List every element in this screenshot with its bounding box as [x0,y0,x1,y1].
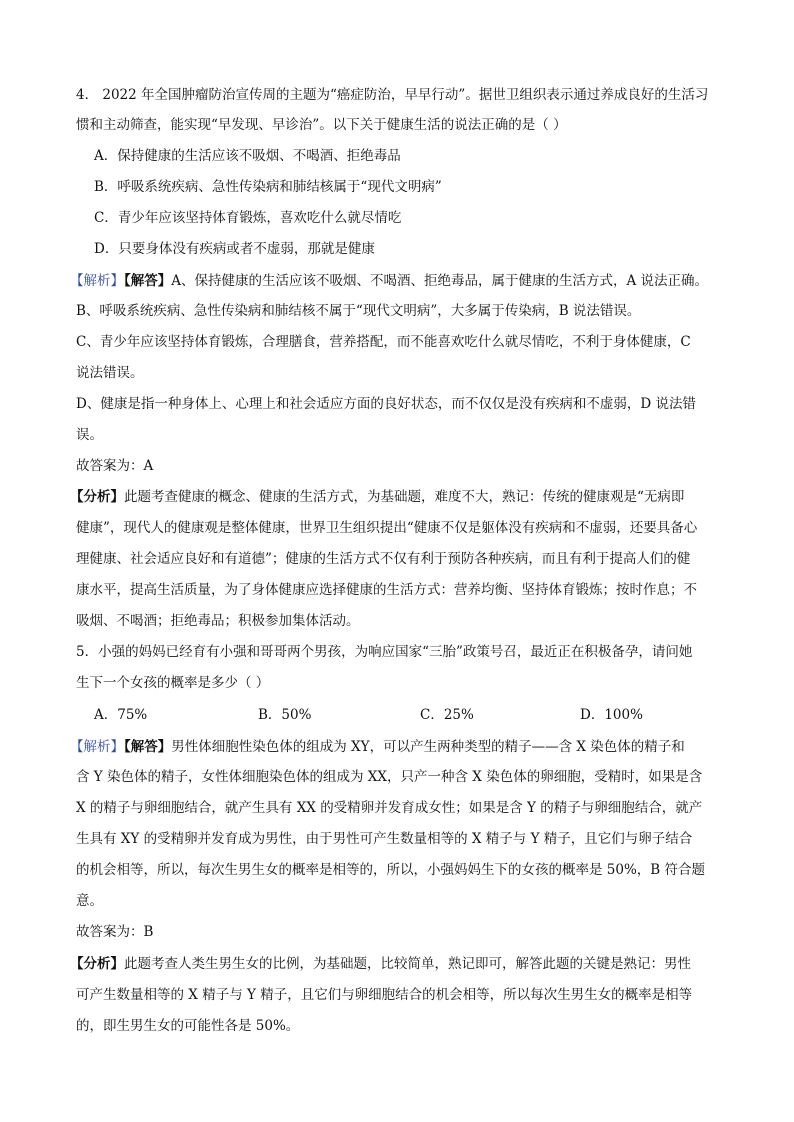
q4-option-c: C．青少年应该坚持体育锻炼，喜欢吃什么就尽情吃 [94,210,402,226]
q5-option-a: A．75% [94,707,148,723]
q5-comment-line-2: 可产生数量相等的 X 精子与 Y 精子，且它们与卵细胞结合的机会相等，所以每次生男生女的概率是相等 [76,987,693,1003]
q4-solution-a [70,272,770,290]
q5-option-b: B．50% [258,707,312,723]
q5-option-d: D．100% [580,707,643,723]
q4-option-b: B．呼吸系统疾病、急性传染病和肺结核属于“现代文明病” [94,179,442,195]
q4-solution-b: B、呼吸系统疾病、急性传染病和肺结核不属于“现代文明病”，大多属于传染病，B 说法错误。 [76,303,641,319]
q4-option-d: D．只要身体没有疾病或者不虚弱，那就是健康 [94,241,375,257]
q4-solution-c-line-1: C、青少年应该坚持体育锻炼，合理膳食，营养搭配，而不能喜欢吃什么就尽情吃，不利于身体健康，C [76,334,691,350]
comment-tag: 【分析】 [70,956,124,972]
q5-solution-line-5: 的机会相等，所以，每次生男生女的概率是相等的，所以，小强妈妈生下的女孩的概率是 50%，B 符合题 [76,862,706,878]
q5-final-answer: 故答案为：B [76,924,154,940]
q5-solution-line-2: 含 Y 染色体的精子，女性体细胞染色体的组成为 XX，只产一种含 X 染色体的卵细胞，受精时，如果是含 [76,769,703,785]
analysis-tag: 【解析】 [70,273,124,289]
q4-solution-c-line-2: 说法错误。 [76,365,144,381]
q5-solution-line-1-text: 男性体细胞性染色体的组成为 XY，可以产生两种类型的精子——含 X 染色体的精子和 [171,739,685,755]
q4-comment-line-3: 理健康、社会适应良好和有道德”；健康的生活方式不仅有利于预防各种疾病，而且有利于提高人们的健 [76,551,691,567]
q4-comment-line-4: 康水平，提高生活质量，为了身体健康应选择健康的生活方式：营养均衡、坚持体育锻炼；按时作息；不 [76,582,697,598]
answer-tag: 【解答】 [124,273,172,289]
q5-stem-line-1: 5．小强的妈妈已经育有小强和哥哥两个男孩，为响应国家“三胎”政策号召，最近正在积极备孕，请问她 [76,644,693,660]
q4-solution-a-text: A、保持健康的生活应该不吸烟、不喝酒、拒绝毒品，属于健康的生活方式，A 说法正确。 [171,273,709,289]
q4-final-answer: 故答案为：A [76,458,154,474]
q5-solution-line-3: X 的精子与卵细胞结合，就产生具有 XX 的受精卵并发育成女性；如果是含 Y 的精子与卵细胞结合，就产 [76,800,703,816]
q4-comment-line-1 [70,488,770,506]
analysis-tag: 【解析】 [70,739,124,755]
q4-stem-line-1: 4． 2022 年全国肿瘤防治宣传周的主题为“癌症防治，早早行动”。据世卫组织表示通过养成良好的生活习 [76,87,709,103]
q4-comment-line-2: 健康”，现代人的健康观是整体健康，世界卫生组织提出“健康不仅是躯体没有疾病和不虚弱，还要具备心 [76,520,698,536]
q5-comment-line-1-text: 此题考查人类生男生女的比例，为基础题，比较简单，熟记即可，解答此题的关键是熟记：男性 [124,956,691,972]
q4-comment-line-1-text: 此题考查健康的概念、健康的生活方式，为基础题，难度不大，熟记：传统的健康观是“无病即 [124,489,685,505]
comment-tag: 【分析】 [70,489,124,505]
q4-solution-d-line-2: 误。 [76,427,103,443]
q5-solution-line-4: 生具有 XY 的受精卵并发育成为男性，由于男性可产生数量相等的 X 精子与 Y 精子，且它们与卵子结合 [76,831,693,847]
q5-comment-line-3: 的，即生男生女的可能性各是 50%。 [76,1018,300,1034]
q5-solution-line-6: 意。 [76,893,103,909]
answer-tag: 【解答】 [124,739,172,755]
q5-option-c: C．25% [420,707,474,723]
q4-solution-d-line-1: D、健康是指一种身体上、心理上和社会适应方面的良好状态，而不仅仅是没有疾病和不虚弱，D 说法错 [76,396,696,412]
q4-option-a: A．保持健康的生活应该不吸烟、不喝酒、拒绝毒品 [94,148,401,164]
q5-solution-line-1 [70,738,770,756]
q4-stem-line-2: 惯和主动筛查，能实现“早发现、早诊治”。以下关于健康生活的说法正确的是（ ） [76,117,567,133]
q5-comment-line-1 [70,955,770,973]
q4-comment-line-5: 吸烟、不喝酒；拒绝毒品；积极参加集体活动。 [76,613,360,629]
q5-stem-line-2: 生下一个女孩的概率是多少（ ） [76,675,270,691]
